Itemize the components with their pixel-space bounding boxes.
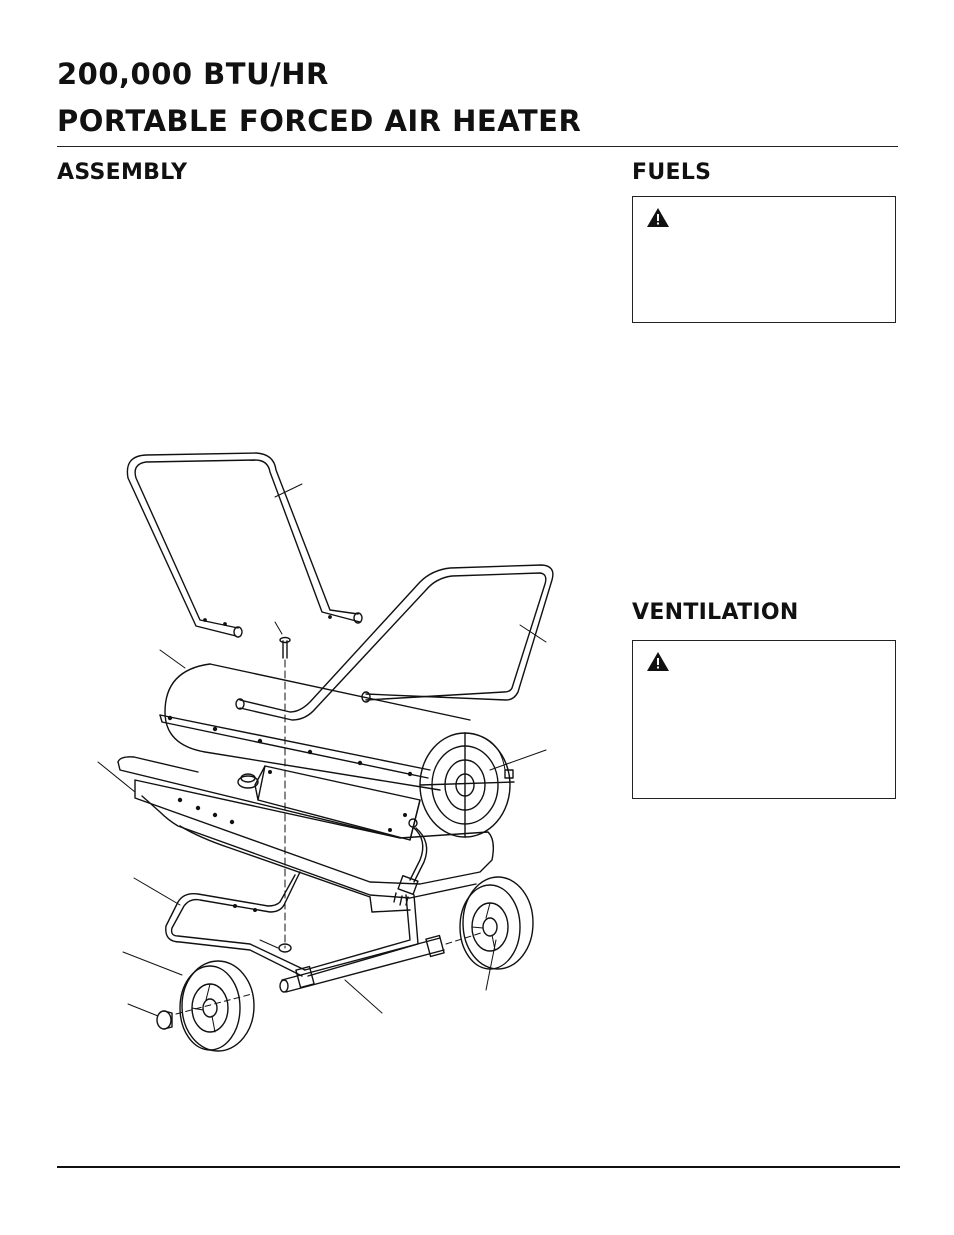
ventilation-heading: VENTILATION xyxy=(632,600,799,625)
heater-assembly-illustration xyxy=(90,450,560,1060)
page-title-line-2: PORTABLE FORCED AIR HEATER xyxy=(57,104,582,138)
power-cord xyxy=(394,819,427,905)
ventilation-warning-box xyxy=(632,640,896,799)
frame xyxy=(134,872,418,976)
hub-cap xyxy=(128,1004,172,1029)
fan-guard xyxy=(420,733,546,837)
header-divider xyxy=(57,146,898,147)
heater-body xyxy=(160,650,470,790)
fuels-heading: FUELS xyxy=(632,160,712,185)
left-wheel xyxy=(123,952,254,1051)
bolt xyxy=(275,622,290,658)
right-wheel xyxy=(460,877,533,990)
page-title-line-1: 200,000 BTU/HR xyxy=(57,57,329,91)
axle xyxy=(280,932,484,1013)
assembly-heading: ASSEMBLY xyxy=(57,160,188,185)
rear-handle xyxy=(127,453,362,637)
warning-triangle-icon xyxy=(647,652,669,671)
warning-triangle-icon xyxy=(647,208,669,227)
fuel-tank xyxy=(98,757,493,912)
fuels-warning-box xyxy=(632,196,896,323)
footer-divider xyxy=(57,1166,900,1168)
